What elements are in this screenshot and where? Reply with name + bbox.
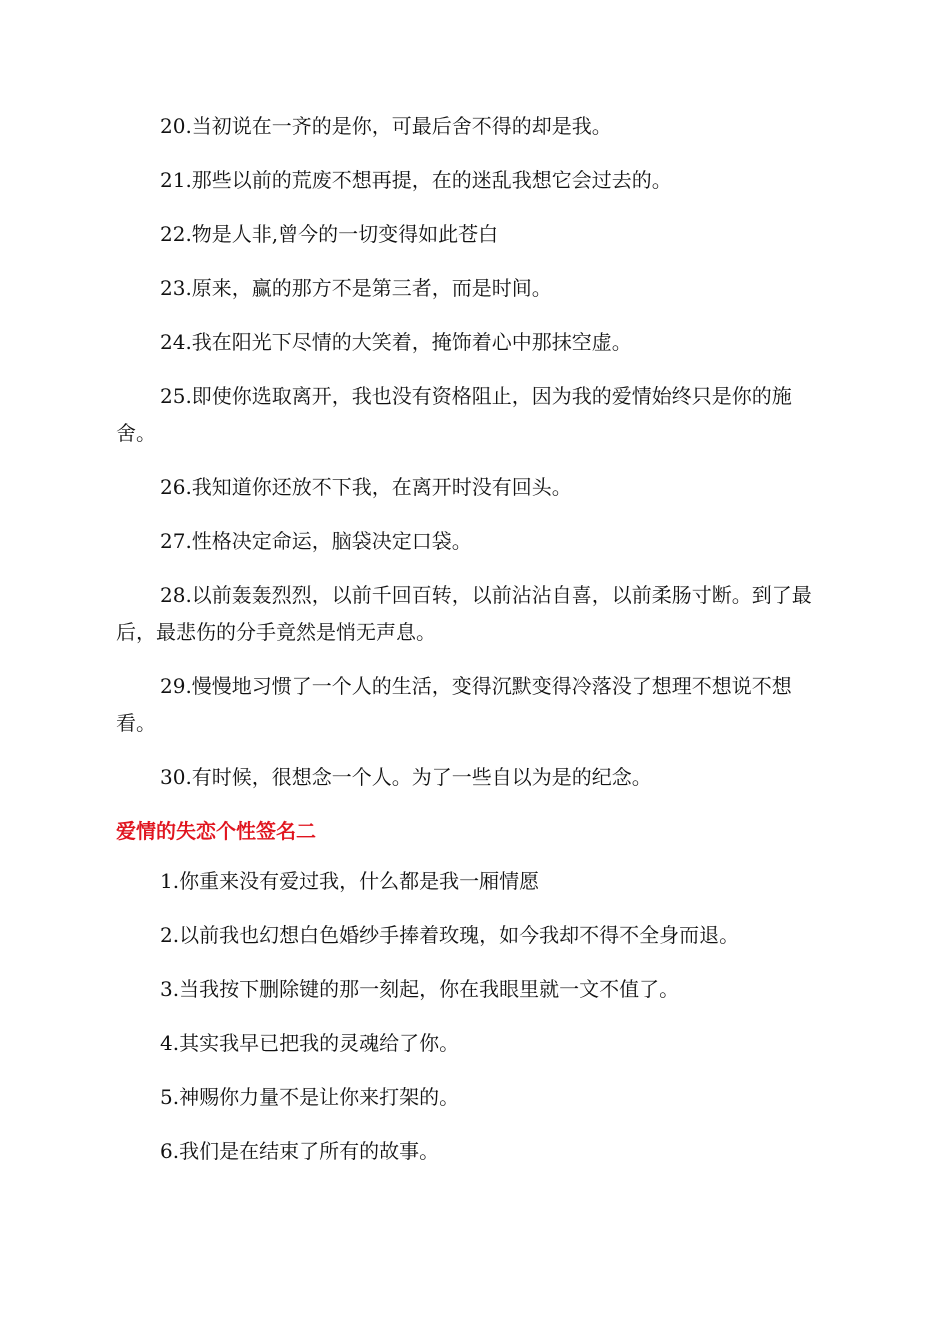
list-item: 20.当初说在一齐的是你，可最后舍不得的却是我。 — [160, 114, 612, 138]
section-heading: 爱情的失恋个性签名二 — [116, 819, 316, 843]
list-item: 22.物是人非,曾今的一切变得如此苍白 — [160, 222, 499, 246]
list-item: 3.当我按下删除键的那一刻起，你在我眼里就一文不值了。 — [160, 977, 680, 1001]
list-item: 6.我们是在结束了所有的故事。 — [160, 1139, 440, 1163]
list-item: 4.其实我早已把我的灵魂给了你。 — [160, 1031, 460, 1055]
list-item: 25.即使你选取离开，我也没有资格阻止，因为我的爱情始终只是你的施舍。 — [116, 384, 792, 445]
document-body — [116, 108, 826, 1187]
list-item: 5.神赐你力量不是让你来打架的。 — [160, 1085, 460, 1109]
list-item: 27.性格决定命运，脑袋决定口袋。 — [160, 529, 472, 553]
list-item: 26.我知道你还放不下我，在离开时没有回头。 — [160, 475, 572, 499]
list-item: 24.我在阳光下尽情的大笑着，掩饰着心中那抹空虚。 — [160, 330, 632, 354]
list-item: 1.你重来没有爱过我，什么都是我一厢情愿 — [160, 869, 540, 893]
list-item: 30.有时候，很想念一个人。为了一些自以为是的纪念。 — [160, 765, 652, 789]
list-item: 28.以前轰轰烈烈，以前千回百转，以前沾沾自喜，以前柔肠寸断。到了最后，最悲伤的分手竟然是悄无声息。 — [116, 583, 812, 644]
list-item: 21.那些以前的荒废不想再提，在的迷乱我想它会过去的。 — [160, 168, 672, 192]
list-item: 29.慢慢地习惯了一个人的生活，变得沉默变得冷落没了想理不想说不想看。 — [116, 674, 792, 735]
list-item: 23.原来，赢的那方不是第三者，而是时间。 — [160, 276, 552, 300]
list-item: 2.以前我也幻想白色婚纱手捧着玫瑰，如今我却不得不全身而退。 — [160, 923, 740, 947]
